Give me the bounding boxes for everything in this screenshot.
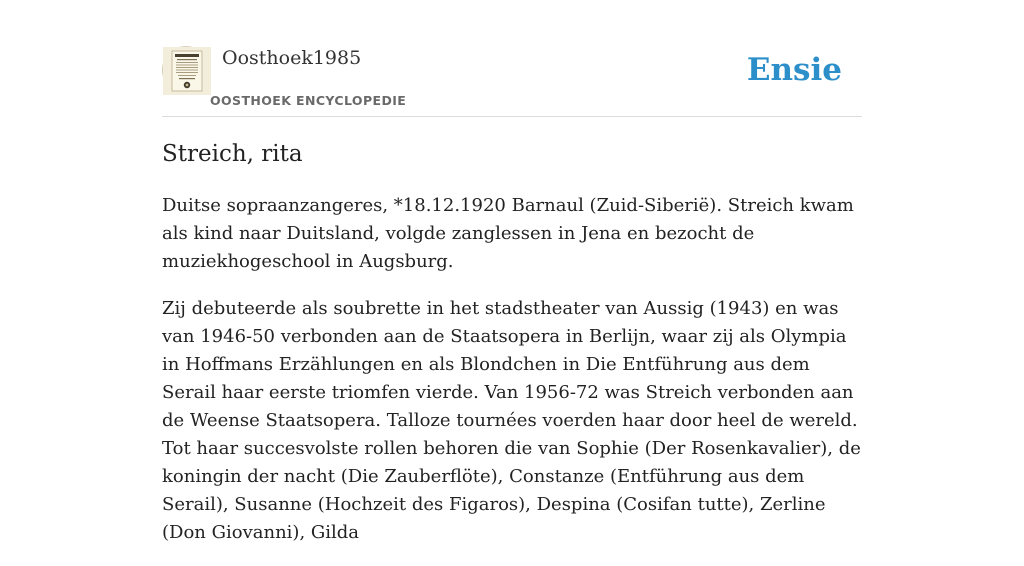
article-paragraph: Duitse sopraanzangeres, *18.12.1920 Barnaul (Zuid-Siberië). Streich kwam als kind naar Duitsland, volgde zanglessen in Jena en bezocht de muziekhogeschool in Augsburg. bbox=[162, 195, 854, 272]
article-paragraph: Zij debuteerde als soubrette in het stadstheater van Aussig (1943) en was van 1946-50 verbonden aan de Staatsopera in Berlijn, waar zij als Olympia in Hoffmans Erzählungen en als Blondchen in Die Entführung aus dem Serail haar eerste triomfen vierde. Van 1956-72 was Streich verbonden aan de Weense Staatsopera. Talloze tournées voerden haar door heel de wereld. Tot haar succesvolste rollen behoren die van Sophie (Der Rosenkavalier), de koningin der nacht (Die Zauberflöte), Constanze (Entführung aus dem Serail), Susanne (Hochzeit des Figaros), Despina (Cosifan tutte), Zerline (Don Giovanni), Gilda bbox=[162, 298, 861, 543]
article-title: Streich, rita bbox=[162, 141, 303, 167]
username-link[interactable]: Oosthoek1985 bbox=[222, 47, 362, 69]
avatar[interactable] bbox=[162, 46, 210, 94]
book-cover-icon bbox=[163, 47, 211, 95]
ensie-logo[interactable]: Ensie bbox=[746, 52, 842, 88]
source-label[interactable]: OOSTHOEK ENCYCLOPEDIE bbox=[210, 93, 407, 108]
article-body bbox=[162, 192, 862, 566]
header bbox=[162, 44, 862, 117]
